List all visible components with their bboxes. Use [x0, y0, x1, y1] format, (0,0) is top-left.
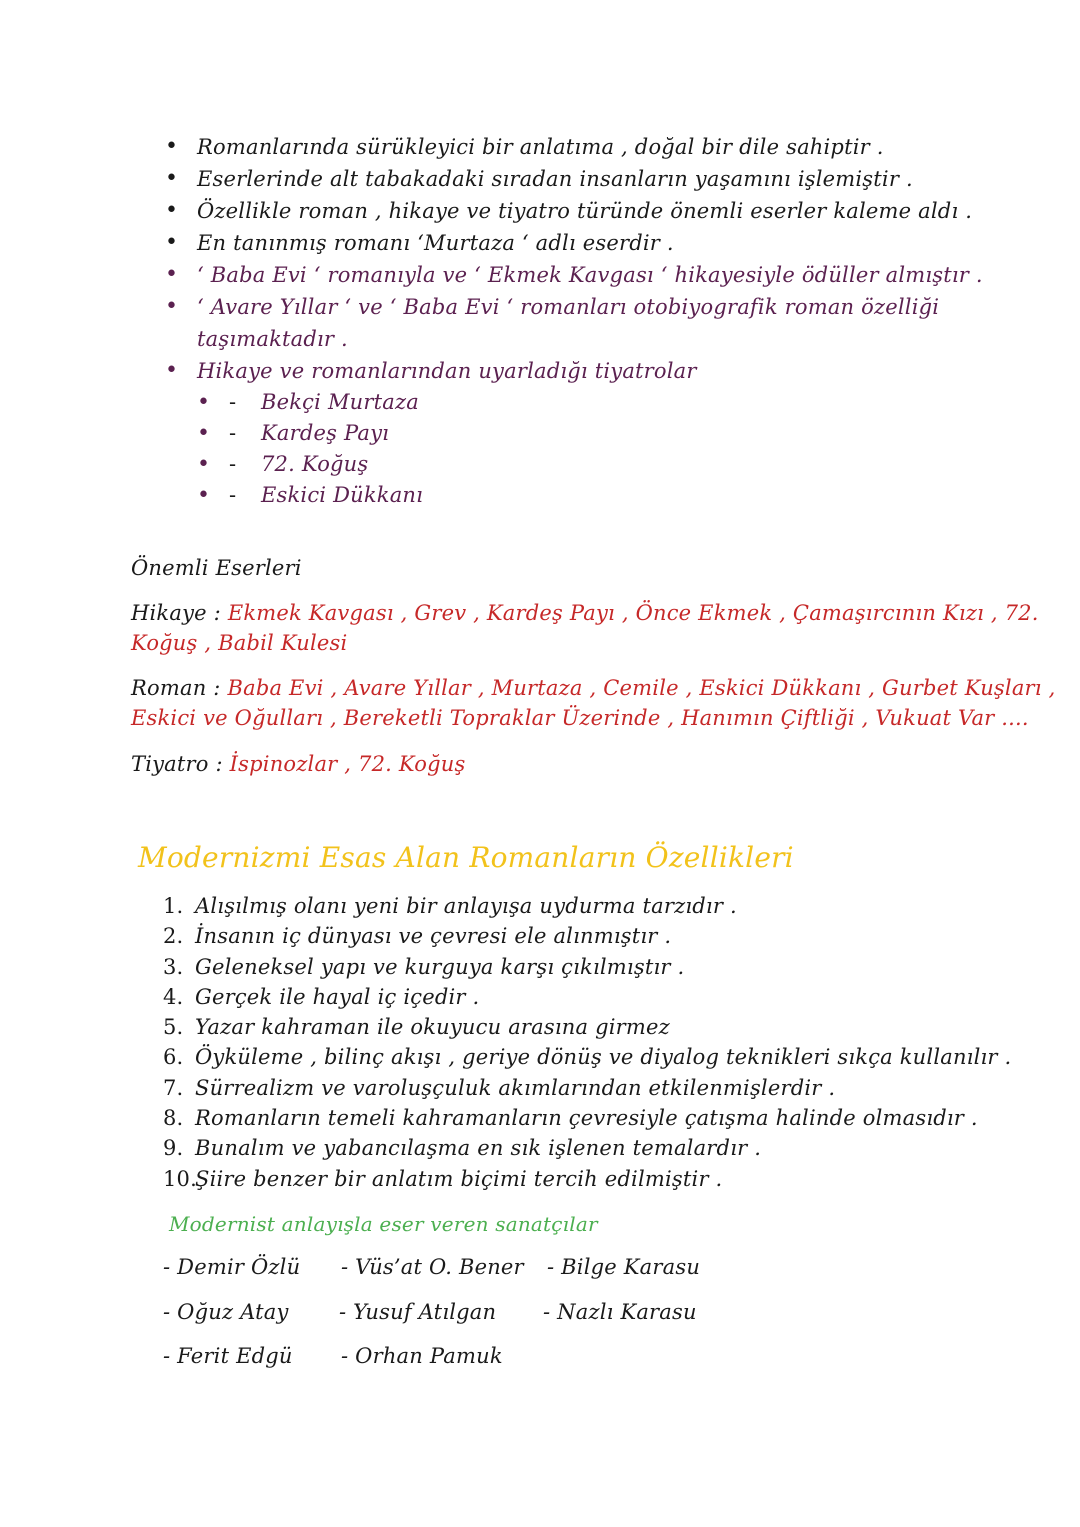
author-name: - Demir Özlü [163, 1255, 301, 1279]
list-item: • ‘ Avare Yıllar ‘ ve ‘ Baba Evi ‘ romanları otobiyografik roman özelliği taşımaktadır . [165, 291, 983, 355]
list-item: 3. Geleneksel yapı ve kurguya karşı çıkılmıştır . [163, 954, 685, 979]
works-theatre: Tiyatro : İspinozlar , 72. Koğuş [131, 752, 466, 776]
list-item: 2. İnsanın iç dünyası ve çevresi ele alınmıştır . [163, 924, 672, 949]
play-item: • - 72. Koğuş [197, 449, 983, 480]
author-name: - Ferit Edgü [163, 1344, 293, 1368]
play-item: • - Bekçi Murtaza [197, 387, 983, 418]
play-item: • - Kardeş Payı [197, 418, 983, 449]
section-heading: Modernizmi Esas Alan Romanların Özellikleri [138, 841, 794, 874]
play-item: • - Eskici Dükkanı [197, 480, 983, 511]
author-name: - Vüs’at O. Bener [341, 1255, 524, 1279]
author-features-list [165, 131, 983, 511]
list-item: • Eserlerinde alt tabakadaki sıradan insanların yaşamını işlemiştir . [165, 163, 983, 195]
author-name: - Orhan Pamuk [341, 1344, 503, 1368]
list-item: 1. Alışılmış olanı yeni bir anlayışa uydurma tarzıdır . [163, 894, 737, 918]
plays-list [197, 387, 983, 511]
list-item: 7. Sürrealizm ve varoluşçuluk akımlarından etkilenmişlerdir . [163, 1075, 836, 1100]
works-stories: Hikaye : Ekmek Kavgası , Grev , Kardeş Payı , Önce Ekmek , Çamaşırcının Kızı , 72. Koğuş , Babil Kulesi [131, 601, 1039, 655]
list-item: 8. Romanların temeli kahramanların çevresiyle çatışma halinde olmasıdır . [163, 1106, 978, 1131]
list-item: 9. Bunalım ve yabancılaşma en sık işlenen temalardır . [163, 1136, 762, 1161]
author-name: - Oğuz Atay [163, 1300, 289, 1324]
list-item: • En tanınmış romanı ‘Murtaza ‘ adlı eserdir . [165, 227, 983, 259]
list-item: • ‘ Baba Evi ‘ romanıyla ve ‘ Ekmek Kavgası ‘ hikayesiyle ödüller almıştır . [165, 259, 983, 291]
list-item: 10.Şiire benzer bir anlatım biçimi tercih edilmiştir . [163, 1166, 723, 1191]
works-novels: Roman : Baba Evi , Avare Yıllar , Murtaza , Cemile , Eskici Dükkanı , Gurbet Kuşları , Eskici ve Oğulları , Bereketli Topraklar Üzerinde , Hanımın Çiftliği , Vukuat Var .... [131, 676, 1056, 730]
author-name: - Bilge Karasu [547, 1255, 701, 1279]
modernism-features-list [163, 891, 1011, 1194]
list-item: • Romanlarında sürükleyici bir anlatıma , doğal bir dile sahiptir . [165, 131, 983, 163]
author-name: - Yusuf Atılgan [339, 1300, 497, 1324]
list-item: • Hikaye ve romanlarından uyarladığı tiyatrolar • - Bekçi Murtaza • - Kardeş Payı • - 72. Koğuş • - Eskici Dükkanı [165, 355, 983, 511]
list-item: 4. Gerçek ile hayal iç içedir . [163, 984, 480, 1009]
list-item: 6. Öyküleme , bilinç akışı , geriye dönüş ve diyalog teknikleri sıkça kullanılır . [163, 1045, 1012, 1070]
authors-title: Modernist anlayışla eser veren sanatçılar [169, 1212, 598, 1236]
works-title: Önemli Eserleri [131, 556, 302, 580]
list-item: • Özellikle roman , hikaye ve tiyatro türünde önemli eserler kaleme aldı . [165, 195, 983, 227]
author-name: - Nazlı Karasu [543, 1300, 697, 1324]
list-item: 5. Yazar kahraman ile okuyucu arasına girmez [163, 1015, 670, 1040]
